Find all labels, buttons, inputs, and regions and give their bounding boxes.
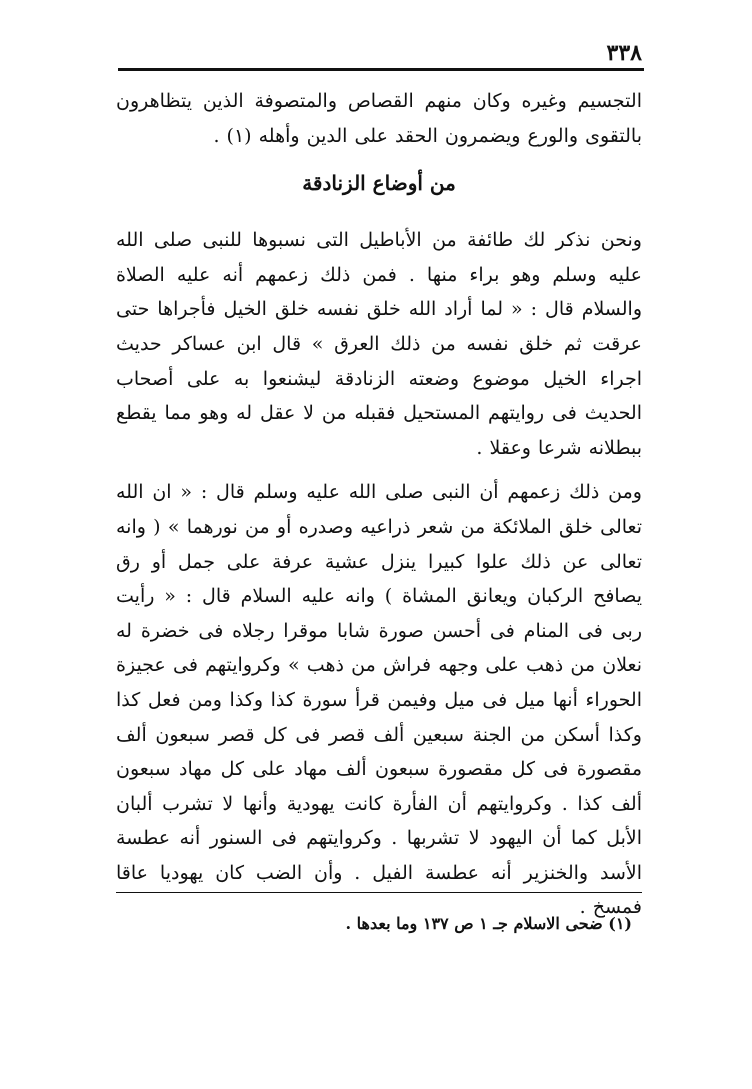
page-number: ٣٣٨	[606, 40, 642, 66]
main-content	[116, 84, 642, 935]
intro-paragraph: التجسيم وغيره وكان منهم القصاص والمتصوفة الذين يتظاهرون بالتقوى والورع ويضمرون الحقد على الدين وأهله (١) .	[116, 90, 642, 147]
section-heading: من أوضاع الزنادقة	[302, 171, 456, 196]
body-paragraph-2: ومن ذلك زعمهم أن النبى صلى الله عليه وسلم قال : « ان الله تعالى خلق الملائكة من شعر ذراعيه وصدره أو من نورهما » ( وانه تعالى عن ذلك علوا كبيرا ينزل عشية عرفة على جمل أو رق يصافح الركبان ويعانق المشاة ) وانه عليه السلام قال : « رأيت ربى فى المنام فى أحسن صورة شابا موقرا رجلاه فى خضرة له نعلان من ذهب على وجهه فراش من ذهب » وكروايتهم فى عجيزة الحوراء أنها ميل فى ميل وفيمن قرأ سورة كذا وكذا ومن فعل كذا وكذا أسكن من الجنة سبعين ألف قصر فى كل قصر سبعون ألف مقصورة فى كل مقصورة سبعون ألف مهاد على كل مهاد سبعون ألف كذا . وكروايتهم أن الفأرة كانت يهودية وأنها لا تشرب ألبان الأبل كما أن اليهود لا تشربها . وكروايتهم فى السنور أنه عطسة الأسد والخنزير أنه عطسة الفيل . وأن الضب كان يهوديا عاقا فمسخ .	[116, 481, 643, 919]
header-rule	[118, 68, 644, 71]
body-paragraph-1: ونحن نذكر لك طائفة من الأباطيل التى نسبوها للنبى صلى الله عليه وسلم وهو براء منها . فمن ذلك زعمهم أنه عليه الصلاة والسلام قال : « لما أراد الله خلق نفسه خلق الخيل فأجراها حتى عرقت ثم خلق نفسه من ذلك العرق » قال ابن عساكر حديث اجراء الخيل موضوع وضعته الزنادقة ليشنعوا به على أصحاب الحديث فى روايتهم المستحيل فقبله من لا عقل له وهو مما يقطع ببطلانه شرعا وعقلا .	[116, 229, 642, 459]
footnote: (١) ضحى الاسلام جـ ١ ص ١٣٧ وما بعدها .	[345, 914, 632, 933]
footnote-rule	[116, 892, 642, 893]
